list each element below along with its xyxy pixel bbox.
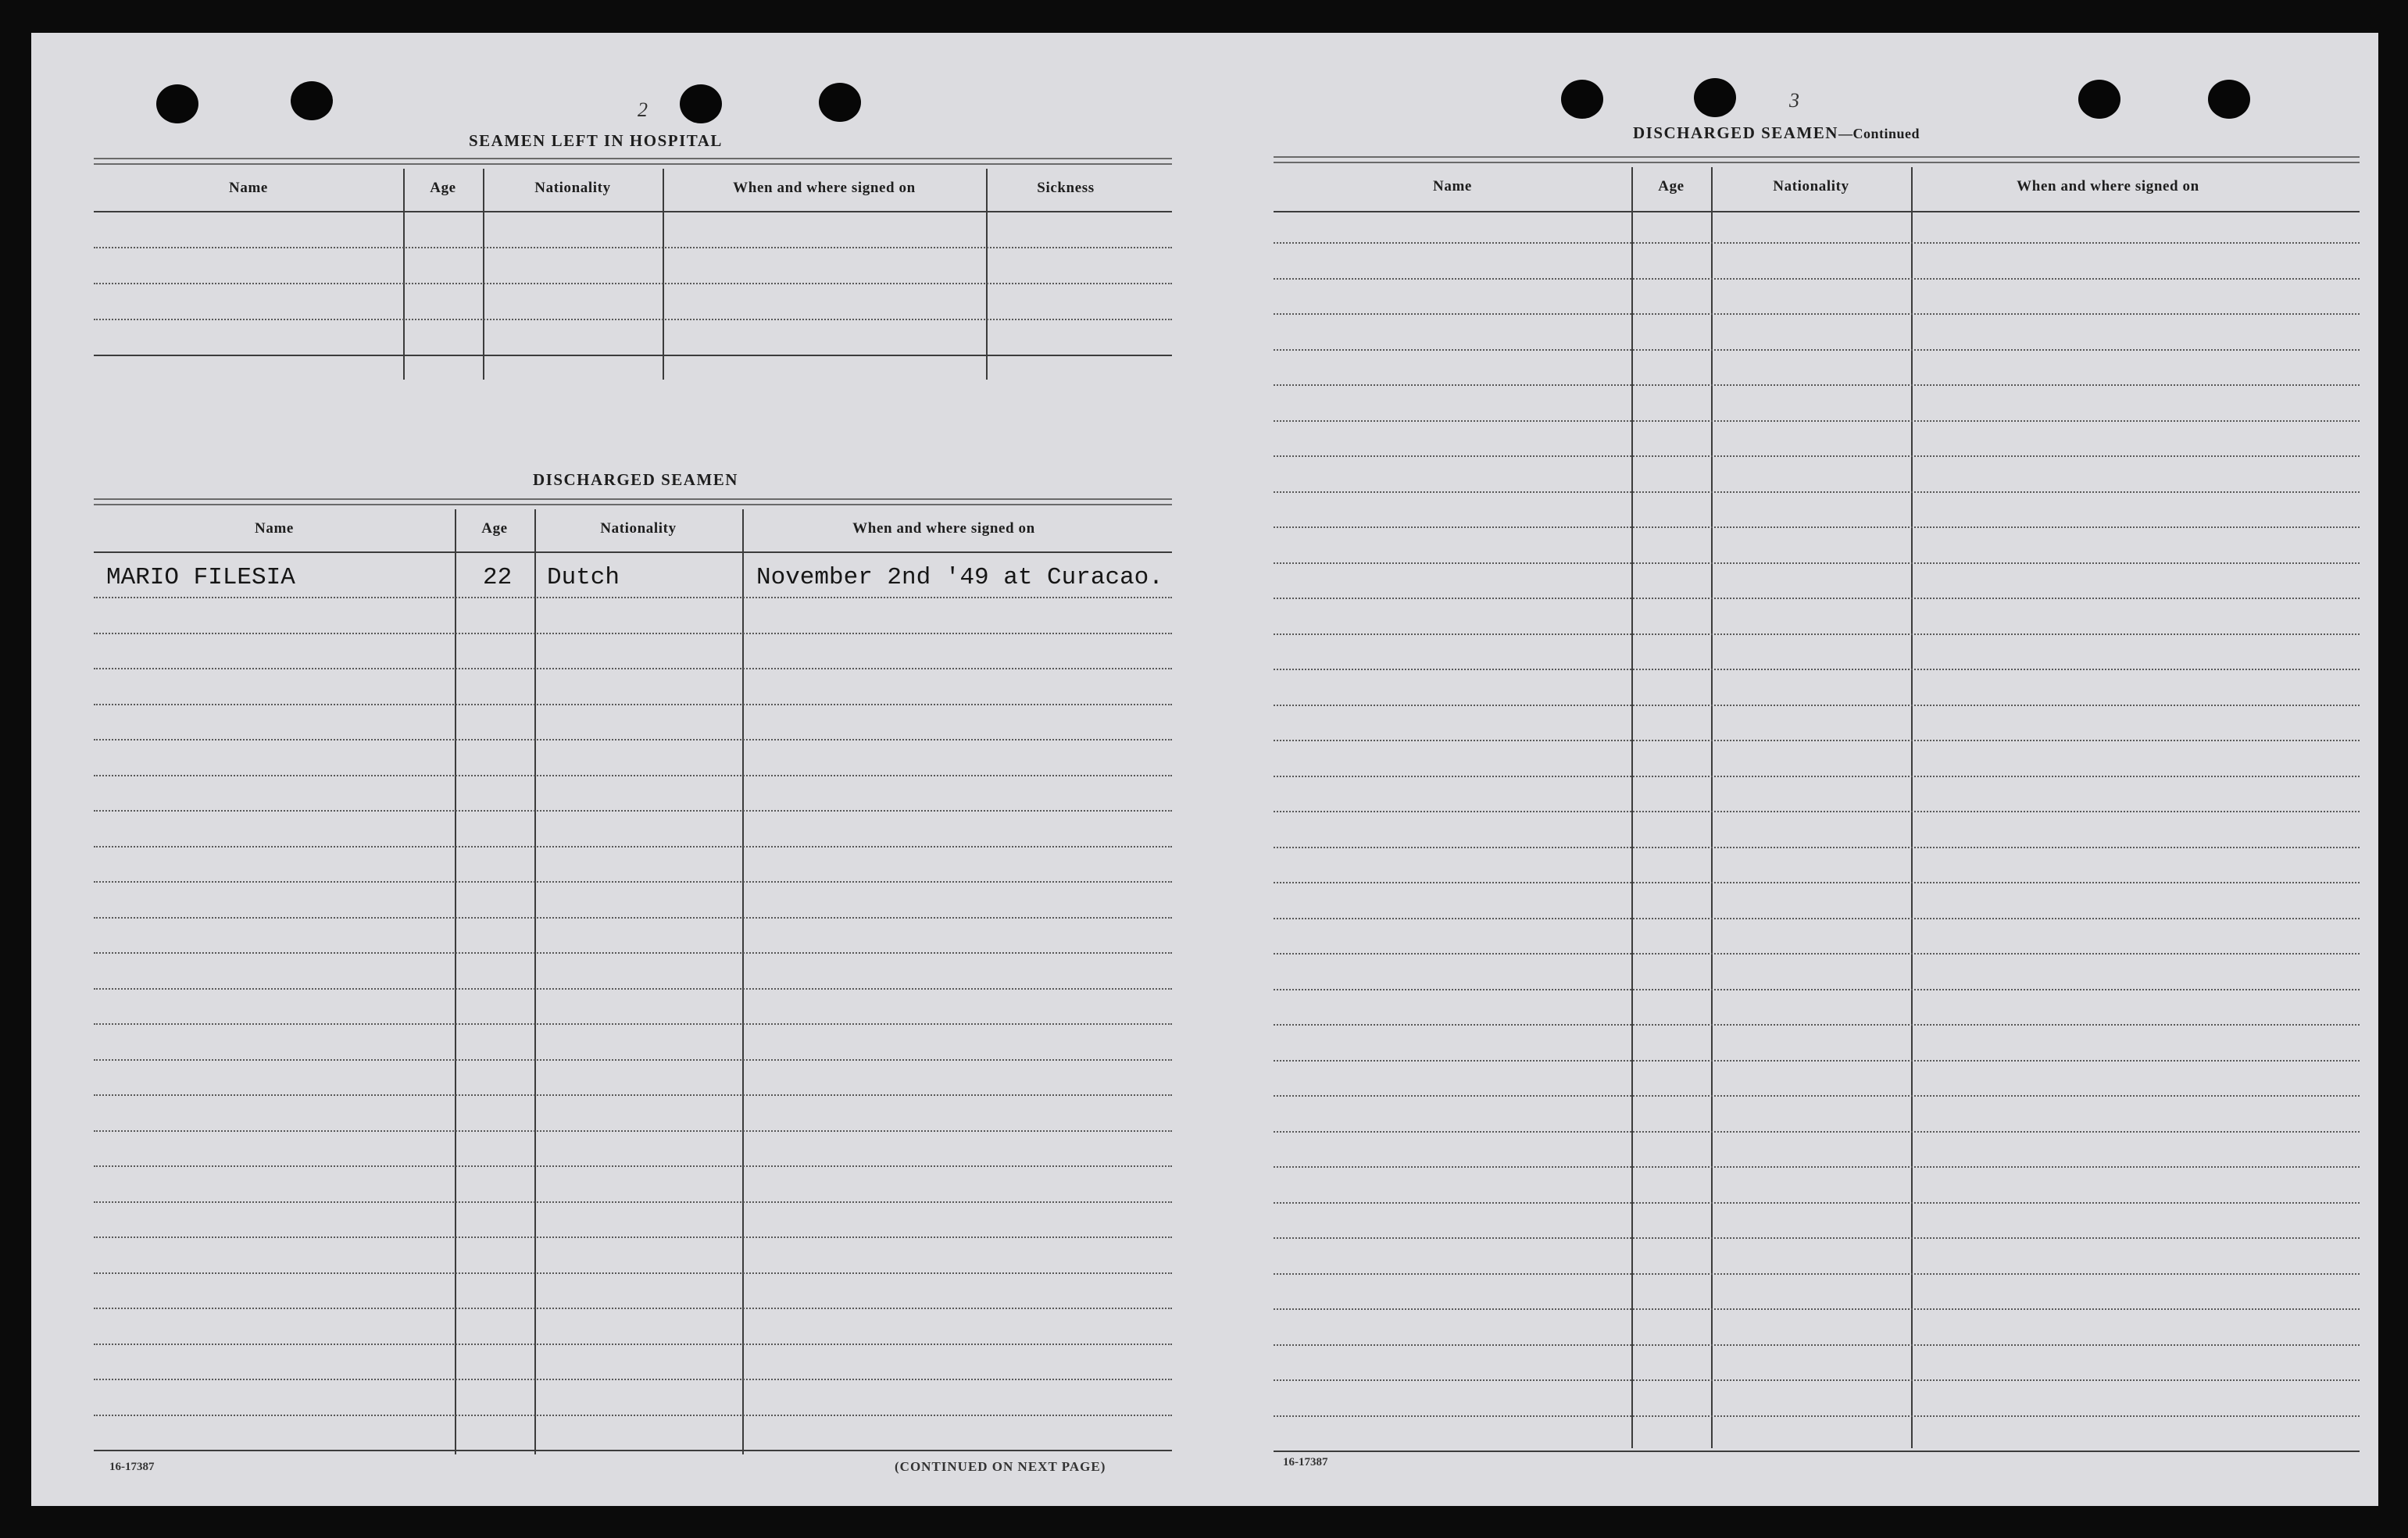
- discharged-row-rule: [94, 1379, 1172, 1380]
- discharged-row-rule: [94, 1130, 1172, 1132]
- hospital-col-header: Name: [229, 180, 268, 196]
- discharged-header-rule: [94, 551, 1172, 553]
- continued-row-rule: [1274, 740, 2360, 741]
- continued-row-rule: [1274, 989, 2360, 990]
- hospital-row-rule: [94, 355, 1172, 356]
- page-number: 2: [638, 98, 648, 121]
- continued-row-rule: [1274, 705, 2360, 706]
- discharged-col-header: Nationality: [600, 520, 677, 537]
- continued-row-rule: [1274, 1237, 2360, 1239]
- continued-row-rule: [1274, 953, 2360, 955]
- continued-header-rule: [1274, 211, 2360, 212]
- hospital-col-header: When and where signed on: [733, 180, 916, 196]
- right-page: [1274, 33, 2360, 1506]
- seaman-name: MARIO FILESIA: [106, 564, 295, 591]
- form-number: 16-17387: [109, 1461, 155, 1473]
- discharged-row-rule: [94, 668, 1172, 669]
- discharged-row-rule: [94, 1308, 1172, 1309]
- continued-col-divider: [1711, 167, 1713, 1448]
- continued-row-rule: [1274, 1273, 2360, 1275]
- continued-row-rule: [1274, 598, 2360, 599]
- discharged-row-rule: [94, 1165, 1172, 1167]
- hospital-table: [94, 158, 1172, 486]
- discharged-row-rule: [94, 1450, 1172, 1451]
- discharged-row-rule: [94, 810, 1172, 812]
- discharged-row-rule: [94, 1344, 1172, 1345]
- continued-row-rule: [1274, 669, 2360, 670]
- continued-note: (CONTINUED ON NEXT PAGE): [895, 1459, 1106, 1474]
- continued-row-rule: [1274, 882, 2360, 883]
- continued-row-rule: [1274, 847, 2360, 848]
- discharged-col-header: When and where signed on: [852, 520, 1035, 537]
- hospital-col-header: Age: [430, 180, 456, 196]
- continued-row-rule: [1274, 1379, 2360, 1381]
- form-number: 16-17387: [1283, 1456, 1328, 1468]
- discharged-col-divider: [742, 509, 744, 1454]
- discharged-row-rule: [94, 988, 1172, 990]
- continued-row-rule: [1274, 1166, 2360, 1168]
- continued-row-rule: [1274, 776, 2360, 777]
- discharged-row-rule: [94, 952, 1172, 954]
- discharged-row-rule: [94, 881, 1172, 883]
- page-number: 3: [1789, 89, 1799, 112]
- discharged-table: [94, 498, 1172, 1490]
- continued-row-rule: [1274, 918, 2360, 919]
- record-sheet: [31, 33, 2378, 1506]
- hospital-col-divider: [663, 169, 664, 380]
- continued-row-rule: [1274, 1415, 2360, 1417]
- continued-row-rule: [1274, 633, 2360, 635]
- hospital-section-title: SEAMEN LEFT IN HOSPITAL: [469, 131, 723, 150]
- discharged-row-rule: [94, 1094, 1172, 1096]
- discharged-row-rule: [94, 1236, 1172, 1238]
- continued-row-rule: [1274, 278, 2360, 280]
- continued-row-rule: [1274, 420, 2360, 422]
- continued-col-header: When and where signed on: [2017, 178, 2199, 194]
- continued-row-rule: [1274, 1131, 2360, 1133]
- discharged-col-header: Name: [255, 520, 294, 537]
- continued-row-rule: [1274, 1451, 2360, 1452]
- continued-row-rule: [1274, 1095, 2360, 1097]
- continued-row-rule: [1274, 384, 2360, 386]
- left-page: [94, 33, 1172, 1506]
- continued-row-rule: [1274, 242, 2360, 244]
- hospital-row-rule: [94, 283, 1172, 284]
- table-row: [94, 564, 1172, 597]
- continued-col-header: Age: [1658, 178, 1685, 194]
- continued-col-header: Nationality: [1773, 178, 1849, 194]
- discharged-row-rule: [94, 633, 1172, 634]
- discharged-row-rule: [94, 846, 1172, 848]
- seaman-age: 22: [483, 564, 513, 591]
- discharged-row-rule: [94, 1023, 1172, 1025]
- hospital-col-divider: [483, 169, 484, 380]
- discharged-continued-table: [1274, 156, 2360, 1476]
- right-title: [1633, 123, 1920, 143]
- discharged-row-rule: [94, 1272, 1172, 1274]
- discharged-row-rule: [94, 1415, 1172, 1416]
- discharged-row-rule: [94, 739, 1172, 740]
- discharged-row-rule: [94, 1201, 1172, 1203]
- hospital-col-divider: [986, 169, 988, 380]
- seaman-signed-on: November 2nd '49 at Curacao.: [756, 564, 1163, 591]
- continued-row-rule: [1274, 811, 2360, 812]
- discharged-row-rule: [94, 597, 1172, 598]
- continued-row-rule: [1274, 1202, 2360, 1204]
- hospital-col-header: Sickness: [1037, 180, 1095, 196]
- continued-row-rule: [1274, 1060, 2360, 1062]
- discharged-col-divider: [534, 509, 536, 1454]
- hospital-row-rule: [94, 247, 1172, 248]
- hospital-col-header: Nationality: [534, 180, 611, 196]
- continued-col-header: Name: [1433, 178, 1472, 194]
- seaman-nationality: Dutch: [547, 564, 620, 591]
- hospital-row-rule: [94, 319, 1172, 320]
- right-title-suffix: —Continued: [1838, 126, 1920, 141]
- discharged-section-title: DISCHARGED SEAMEN: [533, 470, 738, 489]
- continued-row-rule: [1274, 313, 2360, 315]
- continued-row-rule: [1274, 1344, 2360, 1346]
- discharged-col-header: Age: [481, 520, 508, 537]
- discharged-row-rule: [94, 917, 1172, 919]
- hospital-col-divider: [403, 169, 405, 380]
- continued-row-rule: [1274, 562, 2360, 564]
- continued-row-rule: [1274, 1308, 2360, 1310]
- discharged-row-rule: [94, 704, 1172, 705]
- continued-row-rule: [1274, 455, 2360, 457]
- continued-row-rule: [1274, 526, 2360, 528]
- right-title-main: DISCHARGED SEAMEN: [1633, 123, 1838, 142]
- continued-row-rule: [1274, 349, 2360, 351]
- discharged-row-rule: [94, 775, 1172, 776]
- continued-row-rule: [1274, 491, 2360, 493]
- continued-col-divider: [1911, 167, 1913, 1448]
- continued-col-divider: [1631, 167, 1633, 1448]
- discharged-row-rule: [94, 1059, 1172, 1061]
- continued-row-rule: [1274, 1024, 2360, 1026]
- hospital-header-rule: [94, 211, 1172, 212]
- discharged-col-divider: [455, 509, 456, 1454]
